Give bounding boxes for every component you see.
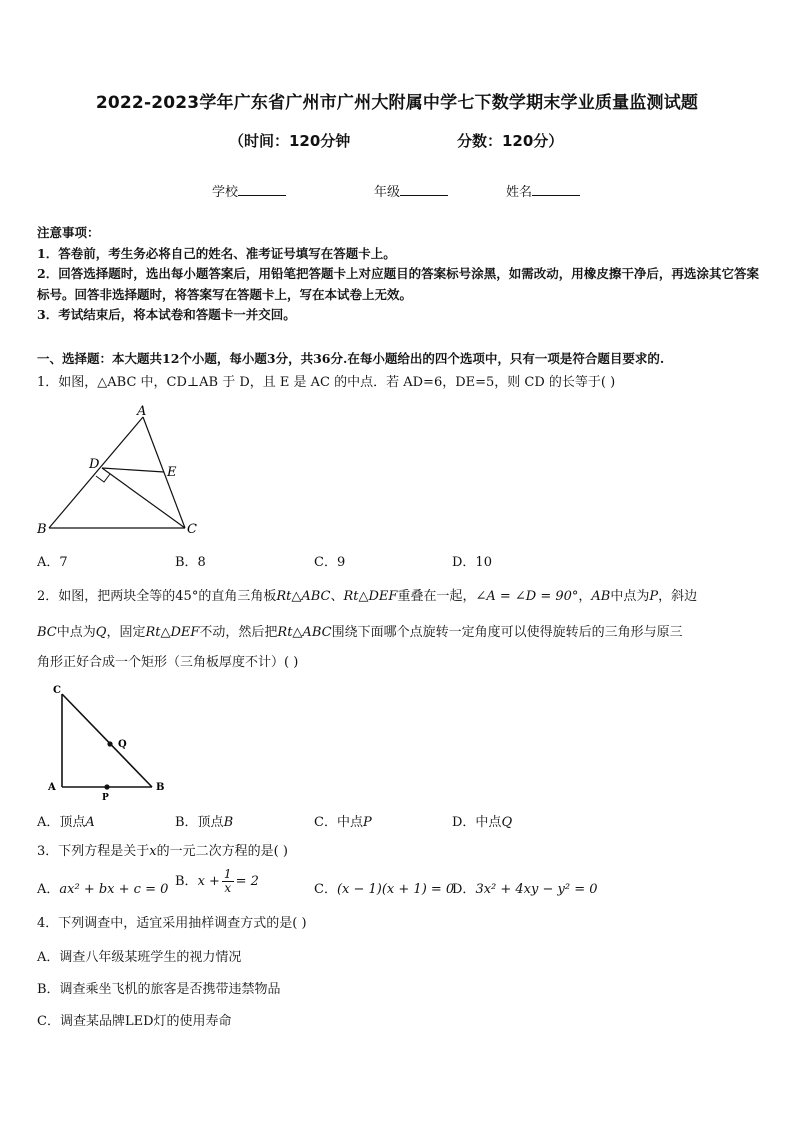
q3-option-a-label: A． xyxy=(37,882,60,897)
grade-field xyxy=(374,181,448,200)
school-field xyxy=(212,181,286,200)
q1-option-a: A．7 xyxy=(37,555,68,570)
q2-t1: 2．如图，把两块全等的45°的直角三角板 xyxy=(37,589,277,604)
q2-point-p xyxy=(104,784,109,789)
q2-t10: P xyxy=(649,589,659,604)
q3-option-b-fraction xyxy=(222,868,234,895)
q1-option-b: B．8 xyxy=(175,555,206,570)
school-blank xyxy=(238,183,286,196)
q3-option-b-rhs: = 2 xyxy=(235,874,259,889)
q3-option-b-num: 1 xyxy=(223,867,232,881)
q1-line-ab xyxy=(49,417,143,528)
q2-t2: Rt△ABC xyxy=(276,589,331,604)
q3-option-d xyxy=(452,878,598,897)
q1-figure xyxy=(30,400,210,540)
q2-t19: 围绕下面哪个点旋转一定角度可以使得旋转后的三角形与原三 xyxy=(331,625,683,640)
q3-option-b-label: B． xyxy=(175,874,198,889)
q1-line-ac xyxy=(143,417,185,528)
q3-option-b-lhs: x + xyxy=(197,874,220,889)
q1-option-c: C．9 xyxy=(314,555,346,570)
q1-right-angle-mark xyxy=(96,474,110,482)
grade-label: 年级 xyxy=(374,185,401,200)
q3-option-d-expr: 3x² + 4xy − y² = 0 xyxy=(475,882,598,897)
q2-t8: AB xyxy=(591,589,611,604)
q2-option-c-prefix: C．中点 xyxy=(314,815,363,830)
q2-option-d xyxy=(452,811,512,830)
q2-t11: ，斜边 xyxy=(658,589,698,604)
q2-t13: 中点为 xyxy=(56,625,96,640)
q1-label-d: D xyxy=(89,457,100,472)
q2-option-c-var: P xyxy=(362,815,372,830)
q3-text xyxy=(37,842,288,862)
q3-option-c-label: C． xyxy=(314,882,337,897)
name-label: 姓名 xyxy=(506,185,533,200)
q2-t9: 中点为 xyxy=(610,589,650,604)
q2-option-a-prefix: A．顶点 xyxy=(37,815,86,830)
q1-line-de xyxy=(102,468,164,472)
q2-label-b: B xyxy=(156,782,165,793)
q4-text: 4．下列调查中，适宜采用抽样调查方式的是( ) xyxy=(37,916,307,931)
q3-option-a xyxy=(37,878,168,897)
school-label: 学校 xyxy=(212,185,239,200)
q1-option-d: D．10 xyxy=(452,555,492,570)
q2-label-q: Q xyxy=(118,739,127,750)
q2-option-d-prefix: D．中点 xyxy=(452,815,502,830)
q3-option-b xyxy=(175,868,259,895)
q2-line-bc xyxy=(62,694,152,787)
q1-label-e: E xyxy=(167,465,177,480)
q3-option-c xyxy=(314,878,454,897)
q2-option-a-var: A xyxy=(85,815,95,830)
q4-option-c: C．调查某品牌LED灯的使用寿命 xyxy=(37,1014,232,1029)
exam-time: （时间：120分钟 xyxy=(229,132,351,150)
q2-t16: Rt△DEF xyxy=(145,625,200,640)
q2-option-a xyxy=(37,811,95,830)
name-blank xyxy=(532,183,580,196)
q2-figure xyxy=(40,680,180,800)
q2-option-b-var: B xyxy=(223,815,234,830)
q2-t5: 重叠在一起， xyxy=(397,589,476,604)
q2-t4: Rt△DEF xyxy=(343,589,398,604)
q2-option-d-var: Q xyxy=(501,815,513,830)
exam-score: 分数：120分） xyxy=(457,132,564,150)
q3-option-d-label: D． xyxy=(452,882,476,897)
q2-option-c xyxy=(314,811,372,830)
section-heading: 一、选择题：本大题共12个小题，每小题3分，共36分.在每小题给出的四个选项中，只有一项是符合题目要求的. xyxy=(37,351,665,366)
name-field xyxy=(506,181,580,200)
q4-option-a: A．调查八年级某班学生的视力情况 xyxy=(37,950,242,965)
notice-block xyxy=(37,223,759,326)
q2-line-3: 角形正好合成一个矩形（三角板厚度不计）( ) xyxy=(37,655,299,670)
q2-line-1 xyxy=(37,587,697,607)
q2-point-q xyxy=(107,741,112,746)
q3-option-b-den: x xyxy=(224,881,232,895)
q2-label-c: C xyxy=(53,685,61,696)
q1-label-b: B xyxy=(37,522,47,537)
q2-t14: Q xyxy=(95,625,107,640)
q4-option-b: B．调查乘坐飞机的旅客是否携带违禁物品 xyxy=(37,982,281,997)
q2-option-b xyxy=(175,811,233,830)
q2-line-2 xyxy=(37,623,683,643)
q3-option-c-expr: (x − 1)(x + 1) = 0 xyxy=(336,882,455,897)
q2-label-a: A xyxy=(48,782,56,793)
grade-blank xyxy=(400,183,448,196)
q2-t15: ，固定 xyxy=(106,625,146,640)
q2-t17: 不动，然后把 xyxy=(199,625,278,640)
q1-label-c: C xyxy=(187,522,197,537)
q2-t7: ， xyxy=(578,589,592,604)
q2-option-b-prefix: B．顶点 xyxy=(175,815,224,830)
q2-label-p: P xyxy=(102,793,109,800)
notice-heading: 注意事项： xyxy=(37,225,100,240)
q2-t3: 、 xyxy=(330,589,344,604)
q1-label-a: A xyxy=(137,404,147,419)
q3-text-b: 的一元二次方程的是( ) xyxy=(156,844,288,859)
q2-t18: Rt△ABC xyxy=(277,625,332,640)
notice-item-3: 3．考试结束后，将本试卷和答题卡一并交回。 xyxy=(37,307,296,322)
q2-t6: ∠A = ∠D = 90° xyxy=(475,589,579,604)
notice-item-2: 2．回答选择题时，选出每小题答案后，用铅笔把答题卡上对应题目的答案标号涂黑，如需改动，用橡皮擦干净后，再选涂其它答案标号。回答非选择题时，将答案写在答题卡上，写在本试卷上无效。 xyxy=(37,266,759,302)
notice-item-1: 1．答卷前，考生务必将自己的姓名、准考证号填写在答题卡上。 xyxy=(37,245,396,261)
q3-text-var: x xyxy=(149,844,157,859)
q2-t12: BC xyxy=(37,625,57,640)
q3-option-a-expr: ax² + bx + c = 0 xyxy=(59,882,169,897)
q1-text: 1．如图，△ABC 中，CD⊥AB 于 D，且 E 是 AC 的中点．若 AD=6，DE=5，则 CD 的长等于( ) xyxy=(37,375,616,390)
q3-text-a: 3．下列方程是关于 xyxy=(37,844,150,859)
exam-title: 2022-2023学年广东省广州市广州大附属中学七下数学期末学业质量监测试题 xyxy=(95,93,699,113)
